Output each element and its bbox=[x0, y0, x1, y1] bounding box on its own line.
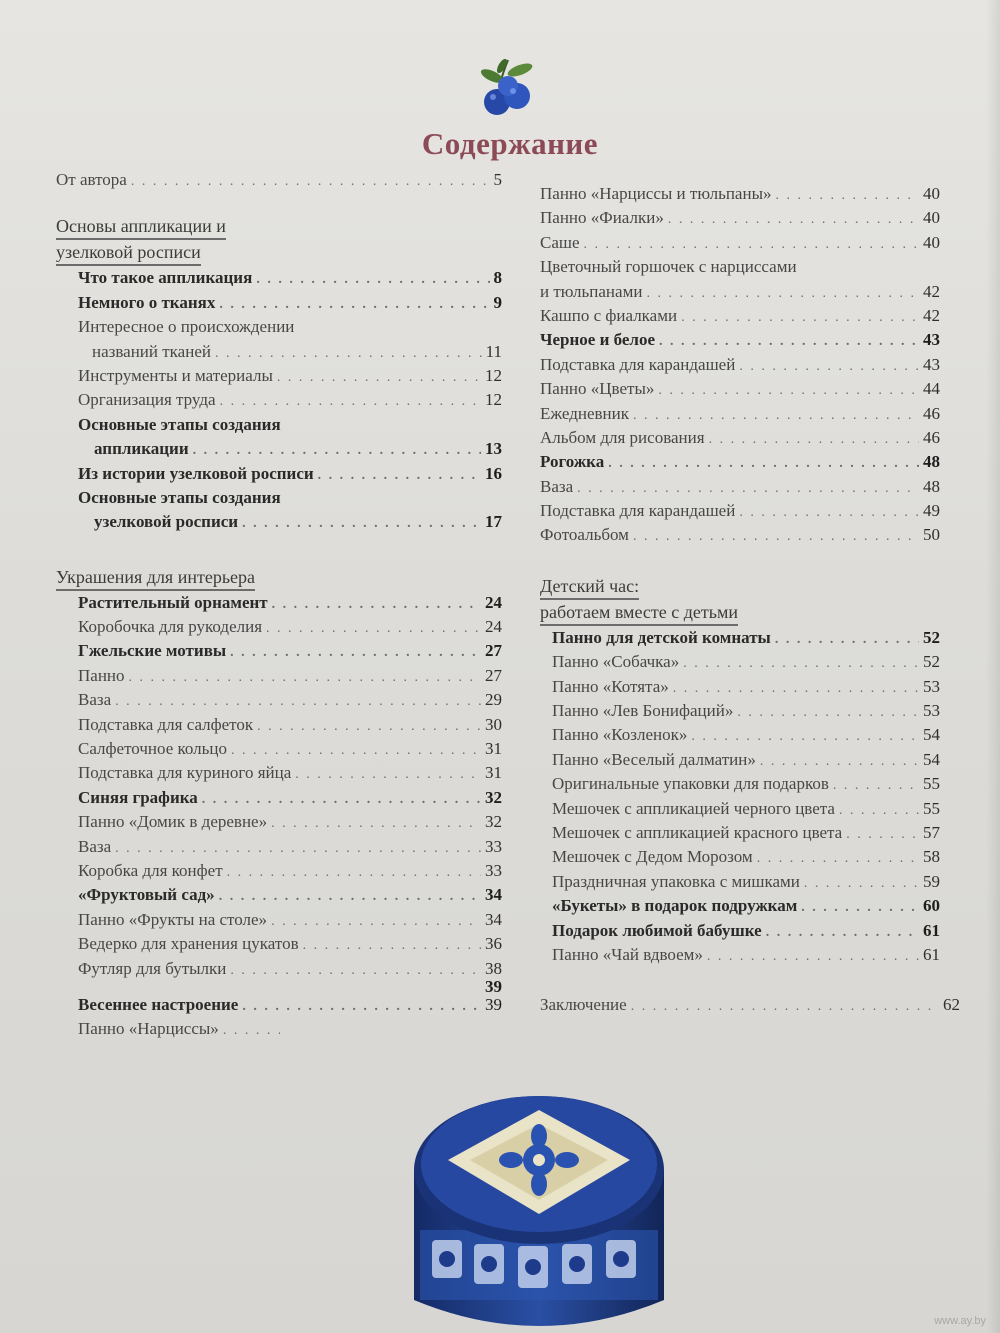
toc-entry[interactable]: Альбом для рисования . . . 46 bbox=[540, 426, 940, 450]
toc-entry[interactable]: названий тканей . . . 11 bbox=[78, 340, 502, 364]
toc-entry[interactable]: и тюльпанами . . . 42 bbox=[540, 280, 940, 304]
toc-entry[interactable]: Организация труда . . . 12 bbox=[78, 388, 502, 412]
toc-entry[interactable]: Панно для детской комнаты . . . 52 bbox=[552, 626, 940, 650]
toc-entry-page: 5 bbox=[493, 170, 502, 189]
page-title: Содержание bbox=[421, 126, 599, 161]
toc-entry[interactable]: Панно «Нарциссы и тюльпаны» . . . 40 bbox=[540, 182, 940, 206]
toc-entry[interactable]: Подставка для карандашей . . . 43 bbox=[540, 353, 940, 377]
toc-entry-conclusion[interactable]: Заключение . . . 62 bbox=[540, 993, 960, 1017]
toc-entry[interactable]: Панно . . . 27 bbox=[78, 664, 502, 688]
toc-left-column bbox=[56, 168, 502, 1042]
toc-entry[interactable]: Мешочек с Дедом Морозом . . . 58 bbox=[552, 845, 940, 869]
toc-entry[interactable]: Мешочек с аппликацией красного цвета . . . 57 bbox=[552, 821, 940, 845]
toc-entry[interactable]: Ваза . . . 29 bbox=[78, 688, 502, 712]
toc-entry[interactable]: Панно «Цветы» . . . 44 bbox=[540, 377, 940, 401]
toc-entry-line1: Основные этапы создания bbox=[78, 487, 281, 507]
toc-entry[interactable]: Синяя графика . . . 32 bbox=[78, 786, 502, 810]
toc-entry[interactable]: Панно «Фрукты на столе» . . . 34 bbox=[78, 908, 502, 932]
toc-entry[interactable]: Из истории узелковой росписи . . . 16 bbox=[78, 462, 502, 486]
toc-entry[interactable]: Панно «Козленок» . . . 54 bbox=[552, 723, 940, 747]
toc-entry[interactable]: Растительный орнамент . . . 24 bbox=[78, 591, 502, 615]
toc-entry[interactable]: Панно «Веселый далматин» . . . 54 bbox=[552, 748, 940, 772]
toc-entry[interactable]: Салфеточное кольцо . . . 31 bbox=[78, 737, 502, 761]
toc-entry[interactable]: узелковой росписи . . . 17 bbox=[78, 510, 502, 534]
section-heading: Украшения для интерьера bbox=[56, 565, 502, 591]
toc-right-column bbox=[540, 182, 960, 1018]
toc-entry[interactable]: Фотоальбом . . . 50 bbox=[540, 523, 940, 547]
toc-entry[interactable]: Праздничная упаковка с мишками . . . 59 bbox=[552, 870, 940, 894]
toc-entry[interactable]: Панно «Нарциссы» . . . bbox=[78, 1017, 284, 1041]
toc-entry[interactable]: аппликации . . . 13 bbox=[78, 437, 502, 461]
watermark: www.ay.by bbox=[934, 1315, 986, 1327]
toc-entry[interactable]: «Букеты» в подарок подружкам . . . 60 bbox=[552, 894, 940, 918]
toc-entry[interactable]: Футляр для бутылки . . . 38 bbox=[78, 957, 502, 981]
toc-entry[interactable] bbox=[56, 168, 502, 192]
toc-entry[interactable]: Немного о тканях . . . 9 bbox=[78, 291, 502, 315]
toc-entry[interactable]: Коробочка для рукоделия . . . 24 bbox=[78, 615, 502, 639]
toc-entry[interactable]: Коробка для конфет . . . 33 bbox=[78, 859, 502, 883]
toc-entry[interactable]: Весеннее настроение . . . 39 bbox=[78, 993, 502, 1017]
section-heading: Основы аппликации и узелковой росписи bbox=[56, 214, 502, 266]
toc-entry[interactable]: Что такое аппликация . . . 8 bbox=[78, 266, 502, 290]
toc-entry[interactable]: Кашпо с фиалками . . . 42 bbox=[540, 304, 940, 328]
toc-entry[interactable]: Подарок любимой бабушке . . . 61 bbox=[552, 919, 940, 943]
toc-entry-line1: Цветочный горшочек с нарциссами bbox=[540, 257, 797, 277]
toc-entry[interactable]: Панно «Фиалки» . . . 40 bbox=[540, 206, 940, 230]
toc-entry-page-only: 39 bbox=[485, 976, 502, 996]
toc-entry[interactable]: Панно «Лев Бонифаций» . . . 53 bbox=[552, 699, 940, 723]
toc-entry[interactable]: Панно «Чай вдвоем» . . . 61 bbox=[552, 943, 940, 967]
toc-entry[interactable]: Оригинальные упаковки для подарков . . . 55 bbox=[552, 772, 940, 796]
toc-entry[interactable]: Ведерко для хранения цукатов . . . 36 bbox=[78, 932, 502, 956]
toc-entry[interactable]: Саше . . . 40 bbox=[540, 231, 940, 255]
toc-entry-line1: Интересное о происхождении bbox=[78, 317, 295, 337]
toc-entry[interactable]: Гжельские мотивы . . . 27 bbox=[78, 639, 502, 663]
toc-entry[interactable]: Мешочек с аппликацией черного цвета . . . 55 bbox=[552, 797, 940, 821]
toc-entry[interactable]: Инструменты и материалы . . . 12 bbox=[78, 364, 502, 388]
section-heading: Детский час: работаем вместе с детьми bbox=[540, 574, 940, 626]
toc-entry[interactable]: Панно «Котята» . . . 53 bbox=[552, 675, 940, 699]
toc-entry[interactable]: Подставка для куриного яйца . . . 31 bbox=[78, 761, 502, 785]
toc-entry[interactable]: Панно «Домик в деревне» . . . 32 bbox=[78, 810, 502, 834]
blueberry-ornament-icon bbox=[478, 56, 538, 122]
toc-entry[interactable]: Ежедневник . . . 46 bbox=[540, 402, 940, 426]
leader-dots bbox=[131, 170, 490, 194]
toc-entry[interactable]: Панно «Собачка» . . . 52 bbox=[552, 650, 940, 674]
toc-entry[interactable]: «Фруктовый сад» . . . 34 bbox=[78, 883, 502, 907]
toc-entry-line1: Основные этапы создания bbox=[78, 414, 281, 434]
toc-entry-title: От автора bbox=[56, 170, 127, 189]
toc-entry[interactable]: Подставка для карандашей . . . 49 bbox=[540, 499, 940, 523]
toc-entry[interactable]: Черное и белое . . . 43 bbox=[540, 328, 940, 352]
toc-entry[interactable]: Рогожка . . . 48 bbox=[540, 450, 940, 474]
toc-entry[interactable]: Ваза . . . 48 bbox=[540, 475, 940, 499]
page-fold-shadow bbox=[986, 0, 1000, 1333]
decorated-tin-box-illustration bbox=[408, 1090, 670, 1333]
toc-entry[interactable]: Ваза . . . 33 bbox=[78, 835, 502, 859]
toc-entry[interactable]: Подставка для салфеток . . . 30 bbox=[78, 713, 502, 737]
